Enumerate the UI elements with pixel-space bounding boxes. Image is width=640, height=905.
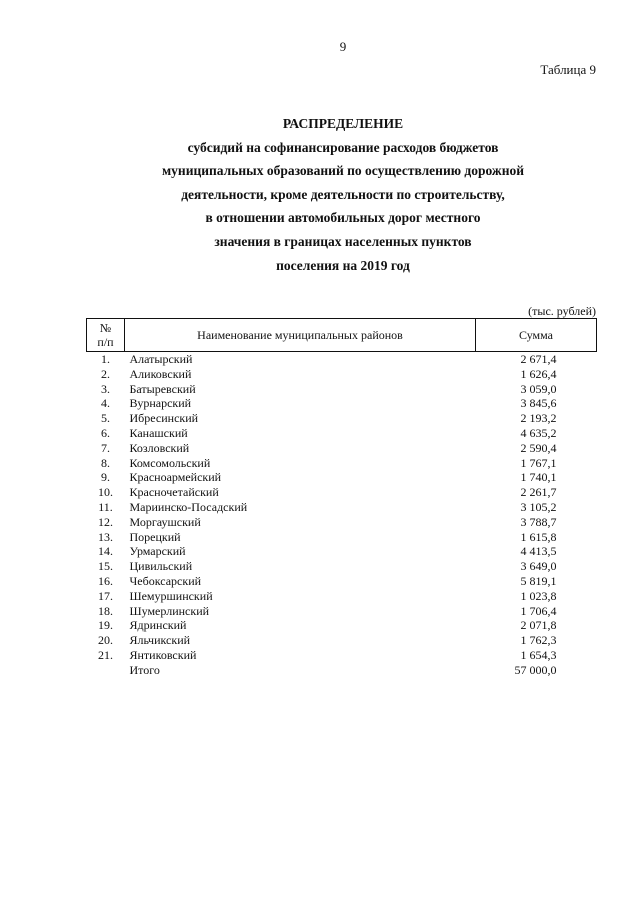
- district-name: Батыревский: [129, 381, 196, 396]
- district-name: Цивильский: [129, 559, 193, 574]
- subsidy-sum: 1 615,8: [520, 529, 557, 544]
- district-name: Чебоксарский: [129, 573, 202, 588]
- title-line: муниципальных образований по осуществлению дорожной: [161, 163, 525, 179]
- table-row: [87, 574, 597, 589]
- row-number: 18.: [98, 603, 113, 618]
- subsidy-sum: 4 413,5: [520, 544, 557, 559]
- table-row: [87, 559, 597, 574]
- table-row: [87, 367, 597, 382]
- table-row: [87, 530, 597, 545]
- row-number: 17.: [98, 588, 113, 603]
- table-header-row: [87, 319, 597, 352]
- row-number: 21.: [98, 647, 113, 662]
- district-name: Шумерлинский: [129, 603, 210, 618]
- subsidy-sum: 3 059,0: [520, 381, 557, 396]
- row-number: 16.: [98, 573, 113, 588]
- district-name: Аликовский: [129, 366, 192, 381]
- district-name: Комсомольский: [129, 455, 211, 470]
- page-number: 9: [339, 39, 347, 54]
- subsidy-sum: 2 193,2: [520, 411, 557, 426]
- district-name: Итого: [129, 662, 160, 677]
- subsidy-sum: 5 819,1: [520, 573, 557, 588]
- district-name: Канашский: [129, 425, 188, 440]
- subsidy-sum: 4 635,2: [520, 425, 557, 440]
- subsidy-sum: 3 845,6: [520, 396, 557, 411]
- header-district-name: Наименование муниципальных районов: [125, 319, 476, 352]
- title-line: в отношении автомобильных дорог местного: [205, 210, 481, 226]
- table-row: [87, 426, 597, 441]
- district-name: Яльчикский: [129, 633, 191, 648]
- district-name: Вурнарский: [129, 396, 192, 411]
- table-row: [87, 589, 597, 604]
- header-number-line2: п/п: [97, 335, 114, 349]
- table-row: [87, 604, 597, 619]
- table-row: [87, 544, 597, 559]
- row-number: 19.: [98, 618, 113, 633]
- table-row: [87, 352, 597, 367]
- row-number: 5.: [101, 411, 110, 426]
- subsidy-sum: 1 023,8: [520, 588, 557, 603]
- row-number: 3.: [101, 381, 110, 396]
- table-body: [87, 352, 597, 678]
- row-number: 10.: [98, 485, 113, 500]
- table-row: [87, 648, 597, 663]
- table-row: [87, 485, 597, 500]
- total-row: [87, 663, 597, 678]
- subsidy-sum: 1 762,3: [520, 633, 557, 648]
- table-row: [87, 382, 597, 397]
- table-row: [87, 500, 597, 515]
- subsidy-sum: 2 671,4: [520, 352, 557, 366]
- table-row: [87, 411, 597, 426]
- row-number: 8.: [101, 455, 110, 470]
- row-number: 2.: [101, 366, 110, 381]
- subsidy-sum: 2 071,8: [520, 618, 557, 633]
- header-number: [87, 319, 125, 352]
- district-name: Красноармейский: [129, 470, 222, 485]
- subsidy-sum: 1 706,4: [520, 603, 557, 618]
- row-number: 7.: [101, 440, 110, 455]
- table-row: [87, 618, 597, 633]
- table-row: [87, 633, 597, 648]
- row-number: 1.: [101, 352, 110, 366]
- row-number: 11.: [98, 499, 113, 514]
- table-row: [87, 456, 597, 471]
- title-line: субсидий на софинансирование расходов бюджетов: [187, 139, 499, 155]
- subsidy-sum: 1 626,4: [520, 366, 557, 381]
- row-number: 14.: [98, 544, 113, 559]
- subsidy-sum: 1 740,1: [520, 470, 557, 485]
- table-row: [87, 441, 597, 456]
- header-sum: Сумма: [476, 319, 597, 352]
- district-name: Шемуршинский: [129, 588, 213, 603]
- document-title: [0, 112, 640, 277]
- district-name: Урмарский: [129, 544, 186, 559]
- title-line: РАСПРЕДЕЛЕНИЕ: [282, 116, 404, 131]
- row-number: 15.: [98, 559, 113, 574]
- row-number: 13.: [98, 529, 113, 544]
- distribution-table: [86, 318, 597, 678]
- district-name: Порецкий: [129, 529, 181, 544]
- table-row: [87, 470, 597, 485]
- subsidy-sum: 2 261,7: [520, 485, 557, 500]
- district-name: Янтиковский: [129, 647, 197, 662]
- units-note: (тыс. рублей): [528, 304, 596, 318]
- district-name: Красночетайский: [129, 485, 219, 500]
- subsidy-sum: 3 649,0: [520, 559, 557, 574]
- title-line: значения в границах населенных пунктов: [214, 233, 472, 249]
- table-row: [87, 396, 597, 411]
- subsidy-sum: 1 767,1: [520, 455, 557, 470]
- district-name: Мариинско-Посадский: [129, 499, 248, 514]
- row-number: 20.: [98, 633, 113, 648]
- title-line: поселения на 2019 год: [276, 257, 410, 273]
- title-line: деятельности, кроме деятельности по строительству,: [181, 186, 505, 202]
- district-name: Козловский: [129, 440, 190, 455]
- row-number: 12.: [98, 514, 113, 529]
- row-number: 6.: [101, 425, 110, 440]
- subsidy-sum: 3 105,2: [520, 499, 557, 514]
- table-label: Таблица 9: [540, 62, 596, 77]
- subsidy-sum: 57 000,0: [514, 662, 557, 677]
- subsidy-sum: 3 788,7: [520, 514, 557, 529]
- district-name: Алатырский: [129, 352, 193, 366]
- row-number: 4.: [101, 396, 110, 411]
- subsidy-sum: 1 654,3: [520, 647, 557, 662]
- table-row: [87, 515, 597, 530]
- subsidy-sum: 2 590,4: [520, 440, 557, 455]
- row-number: [87, 663, 125, 678]
- row-number: 9.: [101, 470, 110, 485]
- district-name: Ибресинский: [129, 411, 199, 426]
- district-name: Моргаушский: [129, 514, 201, 529]
- header-number-line1: №: [99, 321, 112, 335]
- district-name: Ядринский: [129, 618, 187, 633]
